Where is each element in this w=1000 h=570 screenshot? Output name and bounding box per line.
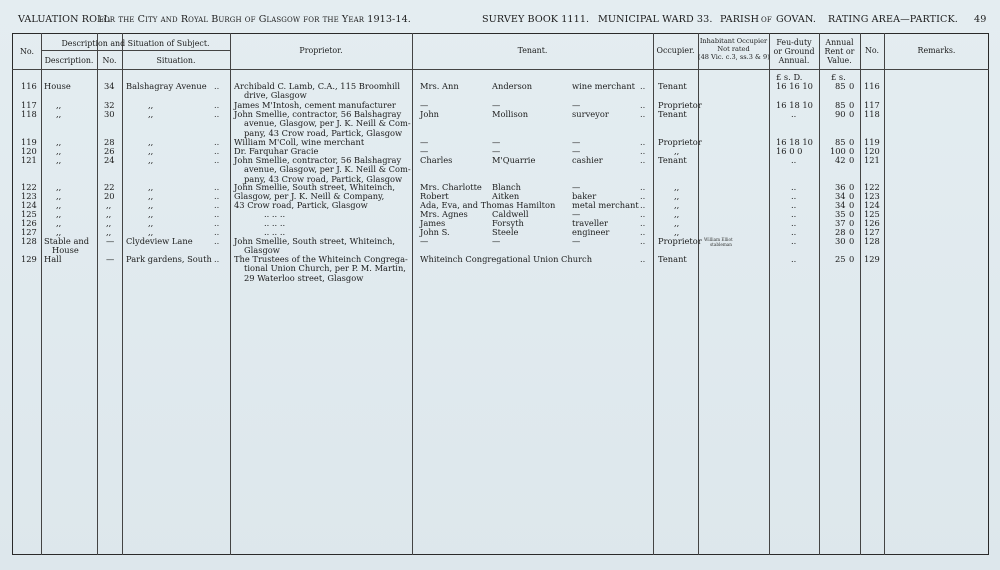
annual-line-2: Rent or	[824, 47, 855, 56]
entry-number-right: 121	[864, 155, 880, 165]
entry-number-right: 122	[864, 182, 880, 192]
entry-tenant-leader: ..	[640, 109, 646, 119]
inhabitant-line-2: Not rated	[717, 45, 750, 53]
entry-feu-duty: 16 16 10	[776, 81, 813, 91]
entry-situation: ,,	[148, 182, 154, 192]
entry-situation-leader: ..	[214, 200, 220, 210]
col-header-number: No.	[102, 56, 117, 65]
entry-situation-leader: ..	[214, 254, 220, 264]
entry-proprietor-line: .. .. ..	[264, 227, 286, 237]
entry-tenant-first: Mrs. Charlotte	[420, 182, 482, 192]
col-header-description: Description.	[44, 56, 94, 65]
entry-number: 121	[21, 155, 37, 165]
column-rule	[819, 33, 820, 555]
entry-description: ,,	[56, 137, 62, 147]
entry-feu-duty: ..	[791, 182, 797, 192]
entry-description: ,,	[56, 182, 62, 192]
entry-annual-pounds: 35	[835, 209, 846, 219]
entry-number-right: 124	[864, 200, 880, 210]
entry-tenant-surname: M'Quarrie	[492, 155, 536, 165]
entry-number-right: 118	[864, 109, 880, 119]
entry-annual-pounds: 28	[835, 227, 846, 237]
parish-label: PARISH	[720, 14, 760, 25]
column-rule	[884, 33, 885, 555]
entry-tenant-surname: —	[492, 100, 501, 110]
entry-situation-leader: ..	[214, 109, 220, 119]
entry-feu-duty: 16 18 10	[776, 137, 813, 147]
entry-tenant-surname: —	[492, 236, 501, 246]
entry-proprietor-line: Archibald C. Lamb, C.A., 115 Broomhill	[234, 81, 400, 91]
entry-tenant-first: Mrs. Ann	[420, 81, 459, 91]
entry-house-number: ,,	[106, 218, 112, 228]
entry-annual-pounds: 42	[835, 155, 846, 165]
annual-line-1: Annual	[825, 38, 854, 47]
entry-tenant-occupation: traveller	[572, 218, 609, 228]
entry-annual-shillings: 0	[849, 191, 855, 201]
entry-annual-pounds: 36	[835, 182, 846, 192]
entry-tenant-first: —	[420, 100, 429, 110]
roll-title: VALUATION ROLL	[18, 14, 110, 25]
entry-description: Hall	[44, 254, 62, 264]
entry-annual-shillings: 0	[849, 236, 855, 246]
entry-situation: ,,	[148, 227, 154, 237]
entry-occupier: ,,	[674, 218, 680, 228]
entry-tenant-occupation: —	[572, 209, 581, 219]
entry-annual-pounds: 30	[835, 236, 846, 246]
entry-occupier: Tenant	[658, 109, 687, 119]
entry-situation: ,,	[148, 200, 154, 210]
entry-number: 118	[21, 109, 37, 119]
entry-annual-shillings: 0	[849, 209, 855, 219]
entry-number: 119	[21, 137, 37, 147]
column-rule	[97, 33, 98, 555]
entry-situation-leader: ..	[214, 191, 220, 201]
col-header-remarks: Remarks.	[917, 46, 956, 55]
entry-proprietor-line: .. .. ..	[264, 209, 286, 219]
entry-description: ,,	[56, 155, 62, 165]
entry-tenant-occupation: cashier	[572, 155, 603, 165]
entry-number: 120	[21, 146, 37, 156]
entry-number-right: 125	[864, 209, 880, 219]
entry-occupier: ,,	[674, 209, 680, 219]
entry-occupier: ,,	[674, 191, 680, 201]
entry-tenant-leader: ..	[640, 81, 646, 91]
annual-currency-label: £ s.	[831, 72, 846, 82]
entry-tenant-surname: Steele	[492, 227, 519, 237]
entry-occupier: ,,	[674, 146, 680, 156]
entry-feu-duty: ..	[791, 191, 797, 201]
entry-feu-duty: ..	[791, 209, 797, 219]
entry-tenant-surname: —	[492, 137, 501, 147]
entry-proprietor-line: avenue, Glasgow, per J. K. Neill & Com-	[244, 164, 411, 175]
entry-number: 124	[21, 200, 37, 210]
entry-annual-shillings: 0	[849, 100, 855, 110]
entry-description: ,,	[56, 200, 62, 210]
entry-occupier: Proprietor	[658, 100, 702, 110]
entry-occupier: ,,	[674, 227, 680, 237]
entry-annual-pounds: 85	[835, 137, 846, 147]
entry-tenant-leader: ..	[640, 254, 646, 264]
entry-situation: ,,	[148, 100, 154, 110]
col-header-annual-rent	[819, 38, 860, 65]
entry-annual-shillings: 0	[849, 137, 855, 147]
entry-tenant-first: Robert	[420, 191, 449, 201]
entry-annual-shillings: 0	[849, 81, 855, 91]
header-bottom-rule	[12, 69, 989, 70]
entry-feu-duty: 16 0 0	[776, 146, 803, 156]
entry-feu-duty: ..	[791, 236, 797, 246]
entry-situation: Clydeview Lane	[126, 236, 193, 246]
entry-number-right: 128	[864, 236, 880, 246]
entry-annual-shillings: 0	[849, 227, 855, 237]
column-rule	[122, 33, 123, 555]
entry-annual-pounds: 25	[835, 254, 846, 264]
entry-annual-pounds: 100	[830, 146, 846, 156]
entry-tenant-first: Whiteinch Congregational Union Church	[420, 254, 593, 264]
entry-number-right: 120	[864, 146, 880, 156]
entry-tenant-surname: Forsyth	[492, 218, 524, 228]
page-number: 49	[974, 14, 987, 25]
entry-annual-shillings: 0	[849, 218, 855, 228]
entry-tenant-surname: —	[492, 146, 501, 156]
entry-feu-duty: ..	[791, 227, 797, 237]
roll-subtitle: for the City and Royal Burgh of Glasgow for the Year 1913-14.	[99, 14, 411, 25]
entry-proprietor-line: Glasgow, per J. K. Neill & Company,	[234, 191, 385, 201]
column-rule	[860, 33, 861, 555]
entry-proprietor-line: John Smellie, contractor, 56 Balshagray	[234, 155, 402, 165]
entry-tenant-first: —	[420, 236, 429, 246]
entry-number: 116	[21, 81, 37, 91]
entry-tenant-occupation: metal merchant	[572, 200, 639, 210]
col-header-situation: Situation.	[156, 56, 196, 65]
entry-number: 125	[21, 209, 37, 219]
entry-occupier: Tenant	[658, 81, 687, 91]
entry-number: 129	[21, 254, 37, 264]
header-group-rule	[41, 50, 230, 51]
entry-situation: ,,	[148, 109, 154, 119]
entry-annual-pounds: 85	[835, 100, 846, 110]
entry-house-number: 28	[104, 137, 115, 147]
entry-tenant-leader: ..	[640, 146, 646, 156]
entry-proprietor-line: tional Union Church, per P. M. Martin,	[244, 263, 406, 274]
entry-house-number: —	[106, 254, 115, 264]
entry-description: ,,	[56, 209, 62, 219]
entry-tenant-occupation: surveyor	[572, 109, 609, 119]
entry-annual-shillings: 0	[849, 155, 855, 165]
entry-number: 128	[21, 236, 37, 246]
entry-tenant-occupation: —	[572, 137, 581, 147]
entry-number-right: 116	[864, 81, 880, 91]
entry-feu-duty: ..	[791, 155, 797, 165]
col-header-no-right: No.	[864, 46, 880, 55]
entry-description: Stable and	[44, 236, 90, 246]
entry-annual-pounds: 90	[835, 109, 846, 119]
entry-situation-leader: ..	[214, 227, 220, 237]
entry-proprietor-line: pany, 43 Crow road, Partick, Glasgow	[244, 127, 403, 138]
entry-situation-leader: ..	[214, 100, 220, 110]
page-header	[12, 14, 990, 28]
entry-tenant-surname: Blanch	[492, 182, 522, 192]
entry-proprietor-line: James M'Intosh, cement manufacturer	[234, 100, 396, 110]
column-rule	[412, 33, 413, 555]
entry-house-number: 22	[104, 182, 115, 192]
entry-proprietor-line: The Trustees of the Whiteinch Congrega-	[234, 254, 408, 264]
entry-situation: ,,	[148, 209, 154, 219]
entry-tenant-occupation: baker	[572, 191, 597, 201]
entry-annual-pounds: 34	[835, 200, 846, 210]
entry-annual-shillings: 0	[849, 109, 855, 119]
entry-tenant-leader: ..	[640, 218, 646, 228]
entry-tenant-occupation: —	[572, 100, 581, 110]
entry-occupier: Tenant	[658, 254, 687, 264]
col-header-desc-group: Description and Situation of Subject.	[61, 39, 210, 48]
entry-feu-duty: ..	[791, 200, 797, 210]
entry-description: ,,	[56, 227, 62, 237]
entry-feu-duty: 16 18 10	[776, 100, 813, 110]
col-header-tenant: Tenant.	[517, 46, 548, 55]
entry-situation-leader: ..	[214, 81, 220, 91]
column-rule	[769, 33, 770, 555]
entry-tenant-leader: ..	[640, 227, 646, 237]
entry-description: House	[44, 81, 71, 91]
entry-situation: Balshagray Avenue	[126, 81, 207, 91]
entry-number: 122	[21, 182, 37, 192]
entry-house-number: 32	[104, 100, 115, 110]
entry-house-number: 30	[104, 109, 115, 119]
col-header-feu-duty	[769, 38, 819, 65]
entry-tenant-leader: ..	[640, 209, 646, 219]
entry-situation-leader: ..	[214, 218, 220, 228]
entry-tenant-first: Ada, Eva, and Thomas Hamilton	[420, 200, 556, 210]
entry-proprietor-line: John Smellie, South street, Whiteinch,	[234, 182, 395, 192]
entry-tenant-occupation: —	[572, 146, 581, 156]
entry-situation-leader: ..	[214, 146, 220, 156]
entry-tenant-occupation: engineer	[572, 227, 610, 237]
entry-tenant-first: Mrs. Agnes	[420, 209, 468, 219]
entry-house-number: 20	[104, 191, 115, 201]
entry-tenant-surname: Aitken	[492, 191, 520, 201]
entry-tenant-first: John	[420, 109, 440, 119]
inhabitant-line-1: Inhabitant Occupier	[699, 37, 768, 45]
entry-number-right: 127	[864, 227, 880, 237]
col-header-inhabitant	[698, 37, 769, 61]
entry-tenant-first: —	[420, 146, 429, 156]
municipal-ward: MUNICIPAL WARD 33.	[598, 14, 713, 25]
entry-number-right: 129	[864, 254, 880, 264]
entry-house-number: ,,	[106, 209, 112, 219]
entry-situation-leader: ..	[214, 182, 220, 192]
entry-tenant-leader: ..	[640, 100, 646, 110]
entry-proprietor-line: 43 Crow road, Partick, Glasgow	[234, 200, 368, 210]
rating-area: RATING AREA—PARTICK.	[828, 14, 958, 25]
entry-occupier: Tenant	[658, 155, 687, 165]
entry-annual-pounds: 34	[835, 191, 846, 201]
entry-annual-pounds: 85	[835, 81, 846, 91]
entry-tenant-surname: Mollison	[492, 109, 529, 119]
entry-annual-shillings: 0	[849, 182, 855, 192]
entry-tenant-leader: ..	[640, 137, 646, 147]
entry-occupier: ,,	[674, 182, 680, 192]
feu-currency-label: £ s. D.	[776, 72, 803, 82]
entry-proprietor-line: 29 Waterloo street, Glasgow	[244, 272, 364, 283]
entry-number: 127	[21, 227, 37, 237]
entry-tenant-occupation: —	[572, 236, 581, 246]
entry-tenant-leader: ..	[640, 191, 646, 201]
entry-inhabitant-note: William Elliot	[704, 237, 733, 242]
entry-number-right: 119	[864, 137, 880, 147]
entry-feu-duty: ..	[791, 109, 797, 119]
entry-proprietor-line: drive, Glasgow	[244, 90, 307, 101]
entry-feu-duty: ..	[791, 254, 797, 264]
entry-situation: ,,	[148, 155, 154, 165]
parish-name: GOVAN.	[776, 14, 816, 25]
parish-of: of	[761, 14, 772, 25]
entry-house-number: 26	[104, 146, 115, 156]
entry-feu-duty: ..	[791, 218, 797, 228]
entry-tenant-occupation: wine merchant	[572, 81, 636, 91]
entry-number: 117	[21, 100, 37, 110]
entry-situation-leader: ..	[214, 209, 220, 219]
entry-tenant-first: Charles	[420, 155, 453, 165]
col-header-no: No.	[19, 47, 35, 56]
entry-proprietor-line: William M'Coll, wine merchant	[234, 137, 365, 147]
entry-tenant-first: James	[420, 218, 446, 228]
annual-line-3: Value.	[827, 56, 852, 65]
feu-line-1: Feu-duty	[776, 38, 812, 47]
entry-situation-leader: ..	[214, 137, 220, 147]
entry-situation: ,,	[148, 218, 154, 228]
entry-house-number: 34	[104, 81, 115, 91]
entry-house-number: ,,	[106, 227, 112, 237]
entry-tenant-surname: Anderson	[492, 81, 533, 91]
entry-number: 123	[21, 191, 37, 201]
entry-annual-pounds: 37	[835, 218, 846, 228]
entry-situation: ,,	[148, 146, 154, 156]
entry-number-right: 123	[864, 191, 880, 201]
feu-line-3: Annual.	[778, 56, 810, 65]
entry-situation: Park gardens, South	[126, 254, 212, 264]
entry-tenant-first: —	[420, 137, 429, 147]
feu-line-2: or Ground	[773, 47, 815, 56]
entry-description: ,,	[56, 218, 62, 228]
survey-book: SURVEY BOOK 1111.	[482, 14, 590, 25]
entry-proprietor-line: John Smellie, contractor, 56 Balshagray	[234, 109, 402, 119]
entry-tenant-leader: ..	[640, 155, 646, 165]
entry-proprietor-line: Glasgow	[244, 245, 280, 256]
entry-proprietor-line: .. .. ..	[264, 218, 286, 228]
entry-number: 126	[21, 218, 37, 228]
column-rule	[41, 33, 42, 555]
entry-proprietor-line: John Smellie, South street, Whiteinch,	[234, 236, 395, 246]
entry-tenant-leader: ..	[640, 236, 646, 246]
entry-annual-shillings: 0	[849, 254, 855, 264]
entry-inhabitant-note: stableman	[710, 241, 732, 247]
entry-house-number: —	[106, 236, 115, 246]
entry-number-right: 126	[864, 218, 880, 228]
entry-occupier: Proprietor	[658, 236, 702, 246]
entry-house-number: ,,	[106, 200, 112, 210]
entry-description: ,,	[56, 100, 62, 110]
entry-tenant-occupation: —	[572, 182, 581, 192]
entry-description: ,,	[56, 146, 62, 156]
entry-situation-leader: ..	[214, 236, 220, 246]
entry-tenant-leader: ..	[640, 200, 646, 210]
entry-situation-leader: ..	[214, 155, 220, 165]
entry-tenant-surname: Caldwell	[492, 209, 529, 219]
entry-proprietor-line: avenue, Glasgow, per J. K. Neill & Com-	[244, 118, 411, 129]
column-rule	[698, 33, 699, 555]
entry-annual-shillings: 0	[849, 200, 855, 210]
entry-situation: ,,	[148, 137, 154, 147]
entry-description: ,,	[56, 109, 62, 119]
entry-situation: ,,	[148, 191, 154, 201]
entry-proprietor-line: pany, 43 Crow road, Partick, Glasgow	[244, 173, 403, 184]
entry-description: House	[52, 245, 79, 256]
entry-annual-shillings: 0	[849, 146, 855, 156]
entry-tenant-first: John S.	[420, 227, 450, 237]
entry-number-right: 117	[864, 100, 880, 110]
column-rule	[230, 33, 231, 555]
column-rule	[653, 33, 654, 555]
inhabitant-line-3: (48 Vic. c.3, ss.3 & 9)	[698, 53, 770, 61]
entry-house-number: 24	[104, 155, 115, 165]
entry-occupier: ,,	[674, 200, 680, 210]
col-header-proprietor: Proprietor.	[299, 46, 343, 55]
entry-tenant-leader: ..	[640, 182, 646, 192]
entry-occupier: Proprietor	[658, 137, 702, 147]
entry-proprietor-line: Dr. Farquhar Gracie	[234, 146, 319, 156]
col-header-occupier: Occupier.	[656, 46, 695, 55]
entry-description: ,,	[56, 191, 62, 201]
